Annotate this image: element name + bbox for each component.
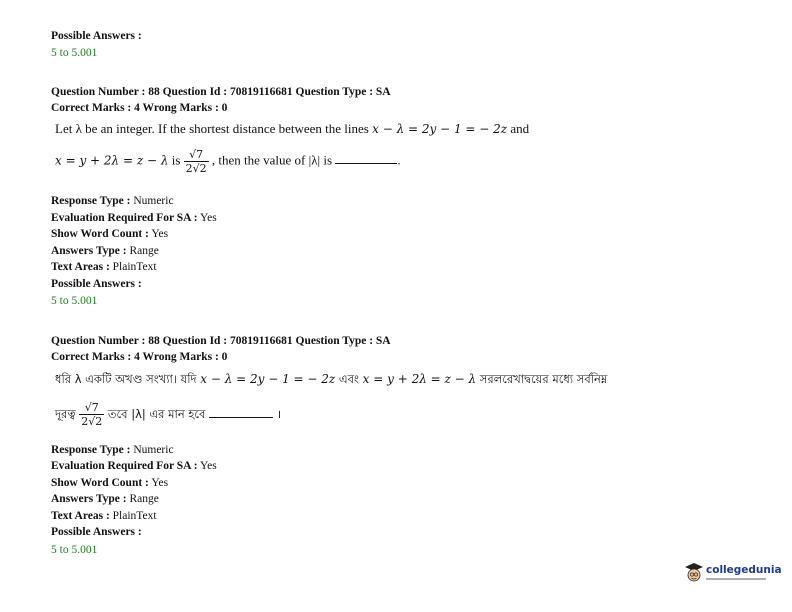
answer-blank [335, 163, 397, 164]
response-type [51, 443, 174, 457]
question-text-tail-bn: সরলরেখাদ্বয়ের মধ্যে সর্বনিম্ন [479, 372, 608, 386]
response-type [51, 194, 174, 208]
possible-answers-value: 5 to 5.001 [51, 47, 98, 59]
fraction-denominator: 2√2 [81, 415, 103, 428]
question-text-line1-bn [55, 371, 607, 387]
sentence-end-mark: । [276, 407, 282, 421]
question-text-distance-bn: দূরত্ব [55, 407, 76, 421]
eval-label: Evaluation Required For SA : [51, 212, 198, 224]
answers-type-value: Range [129, 493, 159, 505]
answers-type-value: Range [129, 245, 159, 257]
evaluation-required [51, 211, 217, 225]
text-areas-value: PlainText [112, 261, 157, 273]
text-areas [51, 509, 157, 523]
text-areas-value: PlainText [112, 510, 157, 522]
word-count-label: Show Word Count : [51, 228, 149, 240]
answers-type-label: Answers Type : [51, 245, 127, 257]
possible-answers-value: 5 to 5.001 [51, 295, 98, 307]
response-type-label: Response Type : [51, 444, 131, 456]
word-count-label: Show Word Count : [51, 477, 149, 489]
evaluation-required [51, 459, 217, 473]
question-text-line1 [55, 121, 529, 137]
question-text: Let λ be an integer. If the shortest distance between the lines [55, 121, 369, 136]
answers-type-label: Answers Type : [51, 493, 127, 505]
logo-text: collegedunia [706, 564, 782, 576]
line-equation-1: x − λ = 2y − 1 = − 2z [372, 122, 508, 136]
text-areas [51, 260, 157, 274]
question-header: Question Number : 88 Question Id : 70819116681 Question Type : SA [51, 335, 391, 347]
response-type-value: Numeric [133, 195, 174, 207]
distance-fraction [184, 148, 209, 175]
fraction-numerator: √7 [184, 148, 209, 162]
question-text-value-bn: তবে |λ| এর মান হবে [107, 407, 206, 421]
response-type-value: Numeric [133, 444, 174, 456]
response-type-label: Response Type : [51, 195, 131, 207]
question-text-bn: ধরি λ একটি অখণ্ড সংখ্যা। যদি [55, 372, 197, 386]
show-word-count [51, 227, 168, 241]
fraction-numerator: √7 [79, 401, 104, 415]
question-marks: Correct Marks : 4 Wrong Marks : 0 [51, 102, 228, 114]
fraction-denominator: 2√2 [185, 162, 207, 175]
question-text-and-bn: এবং [338, 372, 360, 386]
question-header: Question Number : 88 Question Id : 70819116681 Question Type : SA [51, 86, 391, 98]
eval-label: Evaluation Required For SA : [51, 460, 198, 472]
question-marks: Correct Marks : 4 Wrong Marks : 0 [51, 351, 228, 363]
graduate-face-icon [684, 562, 704, 584]
collegedunia-logo [684, 560, 782, 590]
text-areas-label: Text Areas : [51, 261, 110, 273]
possible-answers-value: 5 to 5.001 [51, 544, 98, 556]
question-text-line2: x = y + 2λ = z − λ is $\frac{√7}{2√2}$ , then the value of |λ| is . [55, 148, 401, 175]
answers-type [51, 244, 159, 258]
possible-answers-label: Possible Answers : [51, 30, 142, 42]
word-count-value: Yes [151, 228, 169, 240]
possible-answers-label: Possible Answers : [51, 278, 142, 290]
line-equation-2: x = y + 2λ = z − λ [55, 153, 169, 168]
question-text-tail: , then the value of |λ| is [211, 152, 333, 168]
answers-type [51, 492, 159, 506]
word-count-value: Yes [151, 477, 169, 489]
show-word-count [51, 476, 168, 490]
text-areas-label: Text Areas : [51, 510, 110, 522]
possible-answers-label: Possible Answers : [51, 526, 142, 538]
question-text-is: is [171, 152, 181, 168]
line-equation-2: x = y + 2λ = z − λ [362, 372, 477, 386]
question-text-line2-bn [55, 401, 281, 428]
eval-value: Yes [200, 460, 217, 472]
question-text-and: and [510, 121, 530, 136]
distance-fraction [79, 401, 104, 428]
eval-value: Yes [200, 212, 217, 224]
logo-tagline-bar [706, 578, 766, 580]
line-equation-1: x − λ = 2y − 1 = − 2z [200, 372, 336, 386]
answer-blank [209, 417, 273, 418]
